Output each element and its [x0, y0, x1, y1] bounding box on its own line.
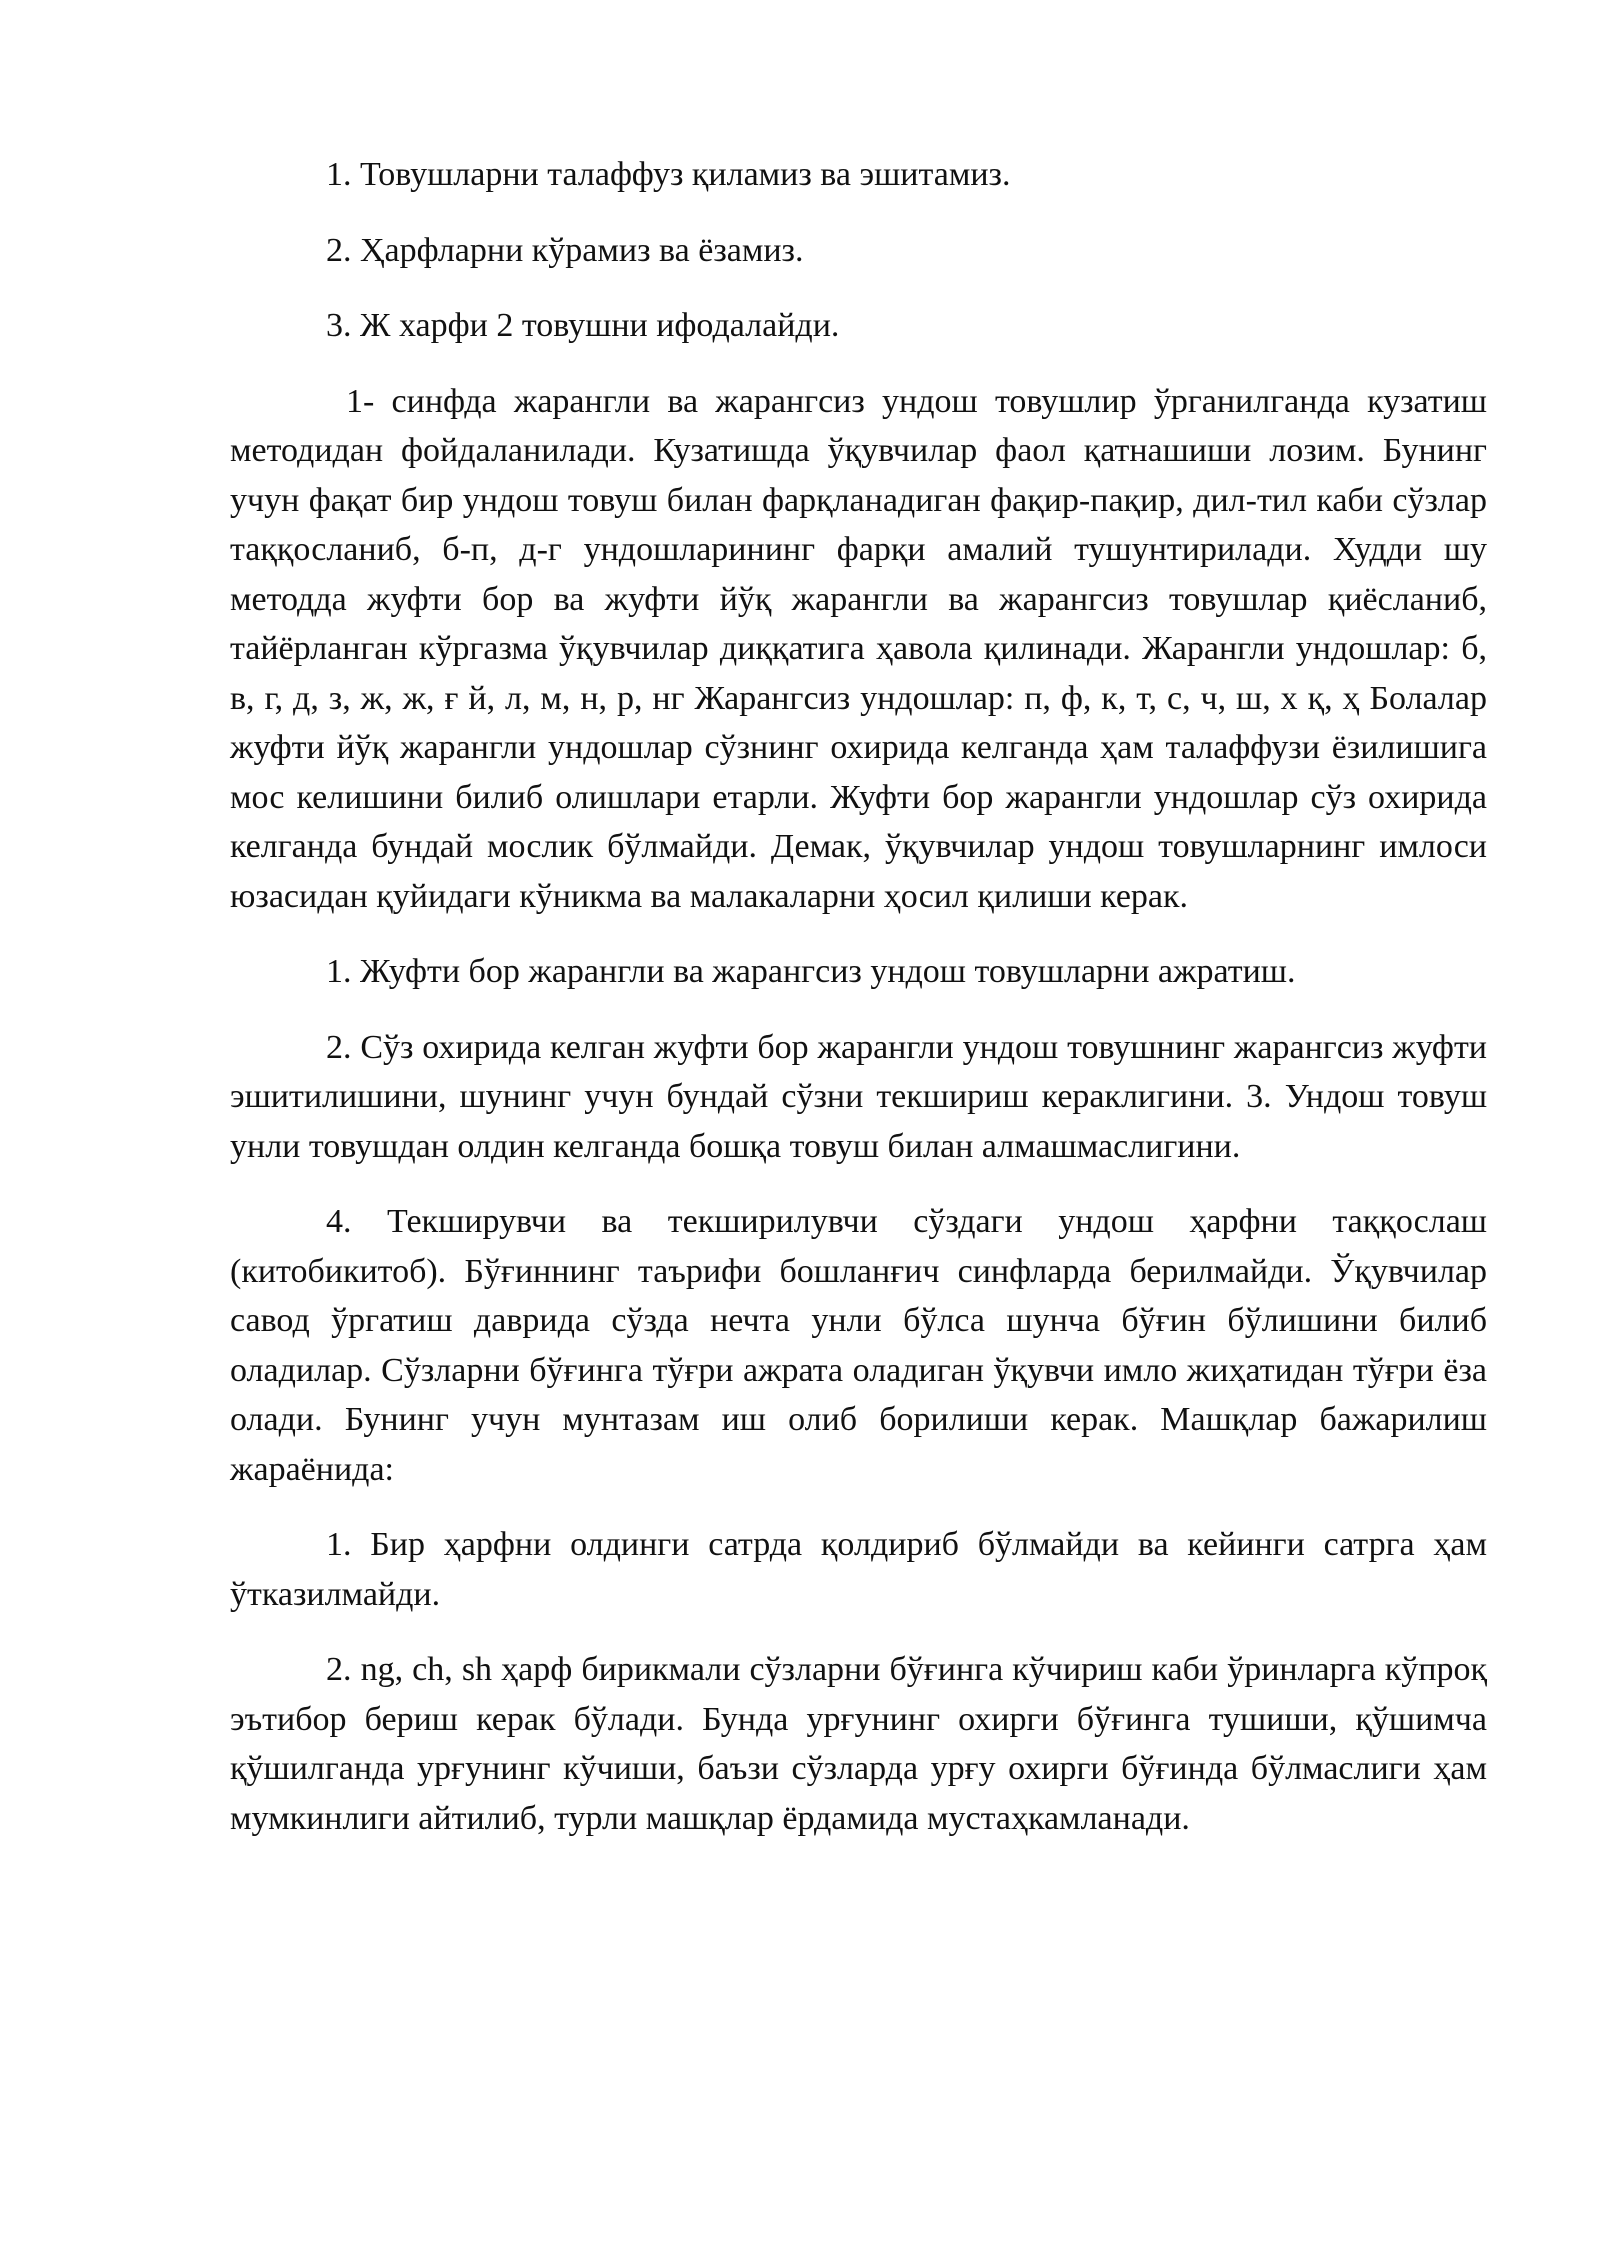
list-item-see-write: 2. Ҳарфларни кўрамиз ва ёзамиз. [326, 231, 804, 269]
paragraph-letter-combinations: 2. ng, ch, sh ҳарф бирикмали сўзларни бўғинга кўчириш каби ўринларга кўпроқ эътибор бериш керак бўлади. Бунда урғунинг охирги бўғинга тушиши, қўшимча қўшилганда урғунинг кўчиши, баъзи сўзларда урғу охирги бўғинда бўлмаслиги ҳам мумкинлиги айтилиб, турли машқлар ёрдамида мустаҳкамланади. [230, 1651, 1487, 1837]
list-item-pronounce: 1. Товушларни талаффуз қиламиз ва эшитамиз. [326, 156, 1011, 193]
document-body [230, 150, 1487, 1869]
list-item-word-ending: 2. Сўз охирида келган жуфти бор жарангли ундош товушнинг жарангсиз жуфти эшитилишини, шунинг учун бундай сўзни текшириш кераклигини. 3. Ундош товуш унли товушдан олдин келганда бошқа товуш билан алмашмаслигини. [230, 1028, 1487, 1165]
list-item-letter-transfer: 1. Бир ҳарфни олдинги сатрда қолдириб бўлмайди ва кейинги сатрга ҳам ўтказилмайди. [230, 1526, 1487, 1613]
list-item-zh-letter: 3. Ж харфи 2 товушни ифодалайди. [326, 307, 840, 344]
list-item-paired-consonants: 1. Жуфти бор жарангли ва жарангсиз ундош товушларни ажратиш. [326, 953, 1296, 990]
paragraph-syllables: 4. Текширувчи ва текширилувчи сўздаги ундош ҳарфни таққослаш (китобикитоб). Бўғиннинг таърифи бошланғич синфларда берилмайди. Ўқувчилар савод ўргатиш даврида сўзда нечта унли бўлса шунча бўғин бўлишини билиб оладилар. Сўзларни бўғинга тўғри ажрата оладиган ўқувчи имло жиҳатидан тўғри ёза олади. Бунинг учун мунтазам иш олиб борилиши керак. Машқлар бажарилиш жараёнида: [230, 1203, 1487, 1488]
paragraph-consonants: 1- синфда жарангли ва жарангсиз ундош товушлир ўрганилганда кузатиш методидан фойдаланилади. Кузатишда ўқувчилар фаол қатнашиши лозим. Бунинг учун фақат бир ундош товуш билан фарқланадиган фақир-пақир, дил-тил каби сўзлар таққосланиб, б-п, д-г ундошларининг фарқи амалий тушунтирилади. Худди шу методда жуфти бор ва жуфти йўқ жарангли ва жарангсиз товушлар қиёсланиб, тайёрланган кўргазма ўқувчилар диққатига ҳавола қилинади. Жарангли ундошлар: б, в, г, д, з, ж, ж, ғ й, л, м, н, р, нг Жарангсиз ундошлар: п, ф, к, т, с, ч, ш, х қ, ҳ Болалар жуфти йўқ жарангли ундошлар сўзнинг охирида келганда ҳам талаффузи ёзилишига мос келишини билиб олишлари етарли. Жуфти бор жарангли ундошлар сўз охирида келганда бундай мослик бўлмайди. Демак, ўқувчилар ундош товушларнинг имлоси юзасидан қуйидаги кўникма ва малакаларни ҳосил қилиши керак. [230, 382, 1487, 915]
